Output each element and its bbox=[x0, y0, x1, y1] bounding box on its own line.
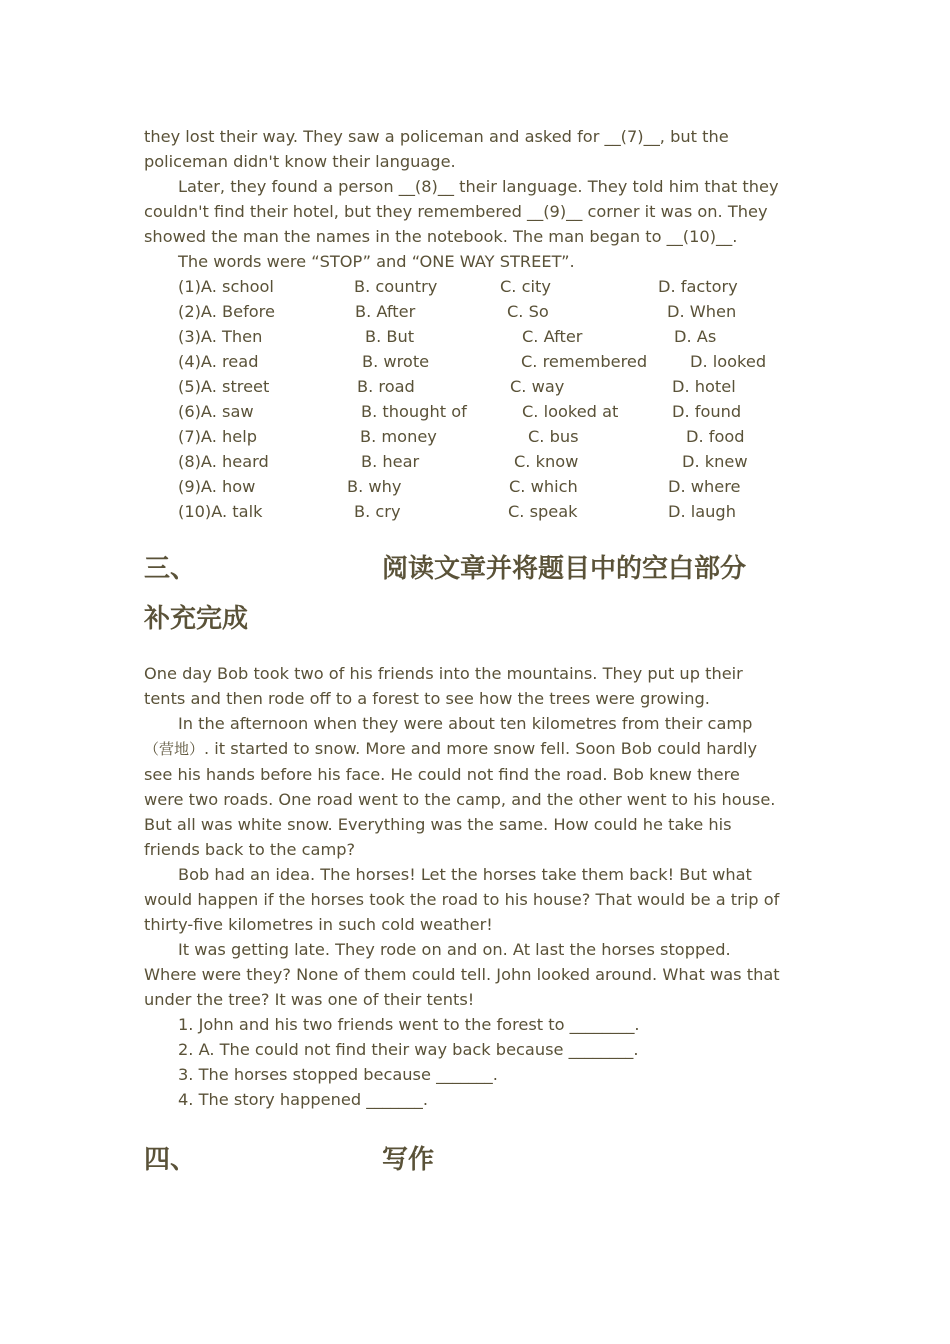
option-b: B. cry bbox=[354, 502, 401, 521]
option-row bbox=[144, 449, 806, 474]
option-a: (4)A. read bbox=[178, 352, 259, 371]
option-c: C. So bbox=[507, 302, 549, 321]
option-b: B. After bbox=[355, 302, 416, 321]
section3-heading bbox=[144, 544, 806, 594]
option-c: C. know bbox=[514, 452, 579, 471]
option-b: B. road bbox=[357, 377, 415, 396]
option-a: (5)A. street bbox=[178, 377, 270, 396]
option-c: C. bus bbox=[528, 427, 579, 446]
question-item: 4. The story happened _______. bbox=[178, 1090, 429, 1109]
option-d: D. As bbox=[674, 327, 717, 346]
passage1-line: policeman didn't know their language. bbox=[144, 152, 456, 171]
passage2-line: In the afternoon when they were about ten kilometres from their camp bbox=[178, 714, 753, 733]
option-c: C. which bbox=[509, 477, 578, 496]
section4-title: 写作 bbox=[382, 1145, 435, 1175]
option-b: B. country bbox=[354, 277, 438, 296]
passage1-line: couldn't find their hotel, but they remembered __(9)__ corner it was on. They bbox=[144, 202, 768, 221]
document-page bbox=[144, 124, 806, 1185]
option-d: D. food bbox=[686, 427, 745, 446]
option-d: D. hotel bbox=[672, 377, 736, 396]
section3-title-cont: 补充完成 bbox=[144, 604, 249, 634]
option-d: D. When bbox=[667, 302, 737, 321]
option-d: D. where bbox=[668, 477, 741, 496]
passage1-line: they lost their way. They saw a policeman and asked for __(7)__, but the bbox=[144, 127, 729, 146]
question-item: 1. John and his two friends went to the forest to ________. bbox=[178, 1015, 640, 1034]
option-row bbox=[144, 374, 806, 399]
option-b: B. money bbox=[360, 427, 437, 446]
passage2-line: see his hands before his face. He could not find the road. Bob knew there bbox=[144, 765, 740, 784]
option-b: B. wrote bbox=[362, 352, 430, 371]
question-item: 2. A. The could not find their way back because ________. bbox=[178, 1040, 639, 1059]
option-row bbox=[144, 399, 806, 424]
option-c: C. way bbox=[510, 377, 565, 396]
option-b: B. hear bbox=[361, 452, 420, 471]
option-b: B. why bbox=[347, 477, 402, 496]
option-row bbox=[144, 299, 806, 324]
option-d: D. found bbox=[672, 402, 742, 421]
option-c: C. After bbox=[522, 327, 583, 346]
passage2-line: thirty-five kilometres in such cold weather! bbox=[144, 915, 493, 934]
option-c: C. city bbox=[500, 277, 551, 296]
passage2-line: But all was white snow. Everything was the same. How could he take his bbox=[144, 815, 732, 834]
passage2-line: were two roads. One road went to the camp, and the other went to his house. bbox=[144, 790, 776, 809]
question-item: 3. The horses stopped because _______. bbox=[178, 1065, 498, 1084]
option-b: B. But bbox=[365, 327, 415, 346]
section4-number: 四、 bbox=[144, 1145, 197, 1175]
option-a: (10)A. talk bbox=[178, 502, 263, 521]
section3-title: 阅读文章并将题目中的空白部分 bbox=[382, 554, 747, 584]
section3-number: 三、 bbox=[144, 554, 197, 584]
passage2-line: Bob had an idea. The horses! Let the horses take them back! But what bbox=[178, 865, 752, 884]
option-d: D. laugh bbox=[668, 502, 736, 521]
option-c: C. looked at bbox=[522, 402, 619, 421]
passage2-line: would happen if the horses took the road to his house? That would be a trip of bbox=[144, 890, 780, 909]
option-b: B. thought of bbox=[361, 402, 467, 421]
option-c: C. remembered bbox=[521, 352, 648, 371]
option-d: D. looked bbox=[690, 352, 767, 371]
section3-heading-cont bbox=[144, 594, 806, 644]
options-list bbox=[144, 274, 806, 524]
passage2-line: tents and then rode off to a forest to see how the trees were growing. bbox=[144, 689, 710, 708]
option-a: (1)A. school bbox=[178, 277, 274, 296]
option-c: C. speak bbox=[508, 502, 578, 521]
option-a: (9)A. how bbox=[178, 477, 256, 496]
passage2-line: It was getting late. They rode on and on. At last the horses stopped. bbox=[178, 940, 731, 959]
option-a: (3)A. Then bbox=[178, 327, 263, 346]
passage2-line bbox=[144, 736, 806, 762]
option-a: (7)A. help bbox=[178, 427, 258, 446]
passage2-line-text: . it started to snow. More and more snow fell. Soon Bob could hardly bbox=[204, 739, 758, 758]
option-d: D. knew bbox=[682, 452, 748, 471]
option-d: D. factory bbox=[658, 277, 738, 296]
passage2-line: under the tree? It was one of their tents! bbox=[144, 990, 475, 1009]
passage2-line: One day Bob took two of his friends into the mountains. They put up their bbox=[144, 664, 743, 683]
passage1-line: The words were “STOP” and “ONE WAY STREET”. bbox=[178, 252, 575, 271]
option-row bbox=[144, 349, 806, 374]
option-row bbox=[144, 499, 806, 524]
option-a: (8)A. heard bbox=[178, 452, 269, 471]
option-row bbox=[144, 274, 806, 299]
option-row bbox=[144, 424, 806, 449]
passage2-line: friends back to the camp? bbox=[144, 840, 356, 859]
camp-gloss: （营地） bbox=[144, 740, 205, 758]
passage1-line: showed the man the names in the notebook. The man began to __(10)__. bbox=[144, 227, 738, 246]
passage1-line: Later, they found a person __(8)__ their language. They told him that they bbox=[178, 177, 779, 196]
option-row bbox=[144, 474, 806, 499]
option-row bbox=[144, 324, 806, 349]
passage2-line: Where were they? None of them could tell. John looked around. What was that bbox=[144, 965, 780, 984]
section4-heading bbox=[144, 1135, 806, 1185]
option-a: (6)A. saw bbox=[178, 402, 254, 421]
option-a: (2)A. Before bbox=[178, 302, 275, 321]
